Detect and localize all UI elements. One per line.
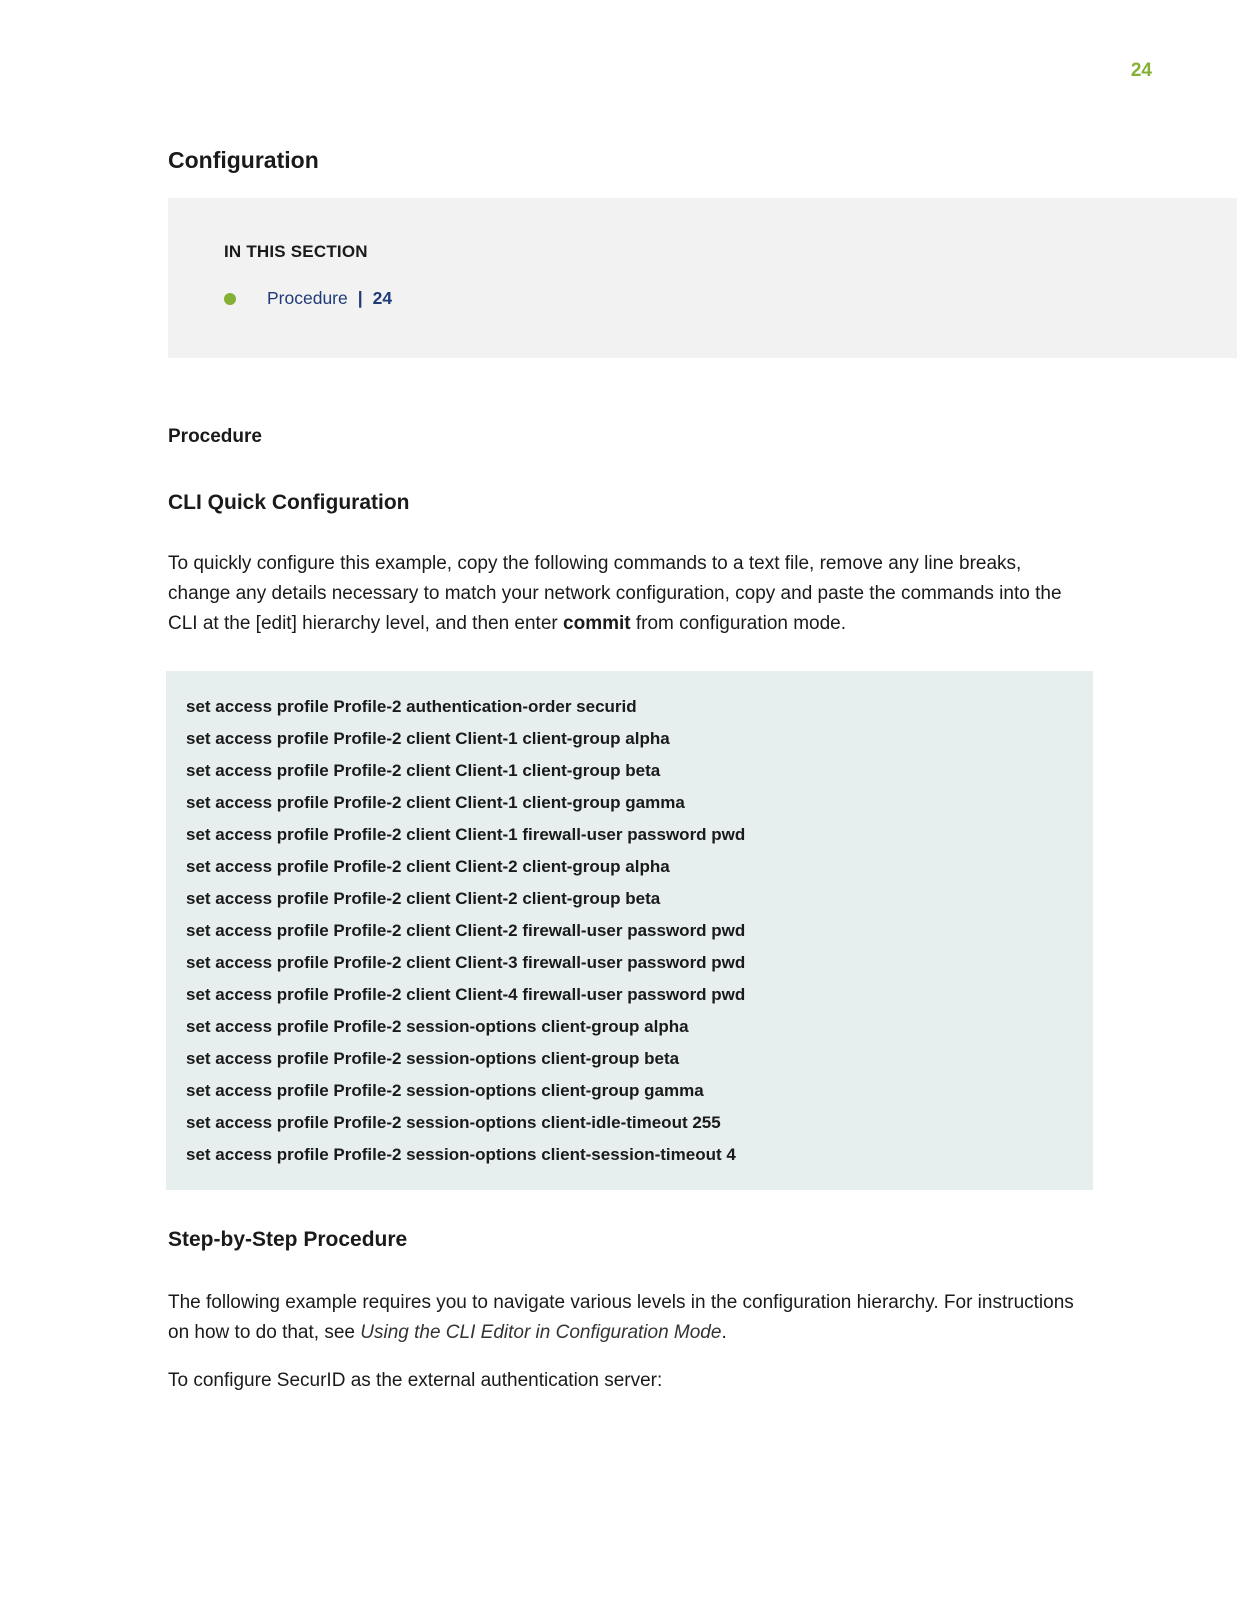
code-line: set access profile Profile-2 client Client-1 client-group gamma (186, 793, 685, 812)
toc-page-number[interactable]: 24 (372, 288, 393, 308)
in-this-section-heading: IN THIS SECTION (224, 242, 368, 261)
code-line: set access profile Profile-2 session-options client-idle-timeout 255 (186, 1113, 721, 1132)
toc-separator: | (357, 288, 363, 308)
code-line: set access profile Profile-2 authentication-order securid (186, 697, 637, 716)
code-line: set access profile Profile-2 session-options client-session-timeout 4 (186, 1145, 736, 1164)
code-line: set access profile Profile-2 client Client-4 firewall-user password pwd (186, 985, 746, 1004)
step-intro-paragraph (168, 1288, 1088, 1348)
cli-quick-configuration-heading: CLI Quick Configuration (168, 491, 410, 514)
procedure-heading: Procedure (168, 426, 262, 447)
step-by-step-heading: Step-by-Step Procedure (168, 1228, 408, 1251)
code-line: set access profile Profile-2 client Client-2 client-group beta (186, 889, 661, 908)
configuration-heading: Configuration (168, 147, 319, 173)
in-this-section-box (168, 198, 1237, 358)
code-line: set access profile Profile-2 client Client-1 firewall-user password pwd (186, 825, 746, 844)
cli-intro-paragraph (168, 549, 1088, 639)
securid-instruction: To configure SecurID as the external authentication server: (168, 1370, 663, 1391)
bullet-icon (224, 293, 236, 305)
page-number: 24 (1130, 60, 1152, 81)
toc-link-procedure[interactable]: Procedure (267, 288, 348, 308)
code-lines (186, 691, 745, 1171)
code-block (166, 671, 1093, 1190)
step-intro-text-end: . (721, 1322, 727, 1343)
cli-editor-link[interactable]: Using the CLI Editor in Configuration Mode (360, 1322, 722, 1343)
code-line: set access profile Profile-2 client Client-1 client-group beta (186, 761, 661, 780)
commit-keyword: commit (563, 613, 631, 634)
code-line: set access profile Profile-2 session-options client-group alpha (186, 1017, 689, 1036)
code-line: set access profile Profile-2 session-options client-group gamma (186, 1081, 704, 1100)
code-line: set access profile Profile-2 client Client-3 firewall-user password pwd (186, 953, 746, 972)
step-intro-text: The following example requires you to navigate various levels in the configuration hierarchy. For instructions on how to do that, see (168, 1292, 1074, 1343)
cli-intro-text-end: from configuration mode. (630, 613, 847, 634)
code-line: set access profile Profile-2 session-options client-group beta (186, 1049, 680, 1068)
cli-intro-text: To quickly configure this example, copy the following commands to a text file, remove any line breaks, change any details necessary to match your network configuration, copy and paste the commands into the CLI at the [edit] hierarchy level, and then enter (168, 553, 1062, 634)
code-line: set access profile Profile-2 client Client-2 client-group alpha (186, 857, 670, 876)
code-line: set access profile Profile-2 client Client-2 firewall-user password pwd (186, 921, 746, 940)
code-line: set access profile Profile-2 client Client-1 client-group alpha (186, 729, 670, 748)
toc-item-procedure (224, 288, 392, 309)
